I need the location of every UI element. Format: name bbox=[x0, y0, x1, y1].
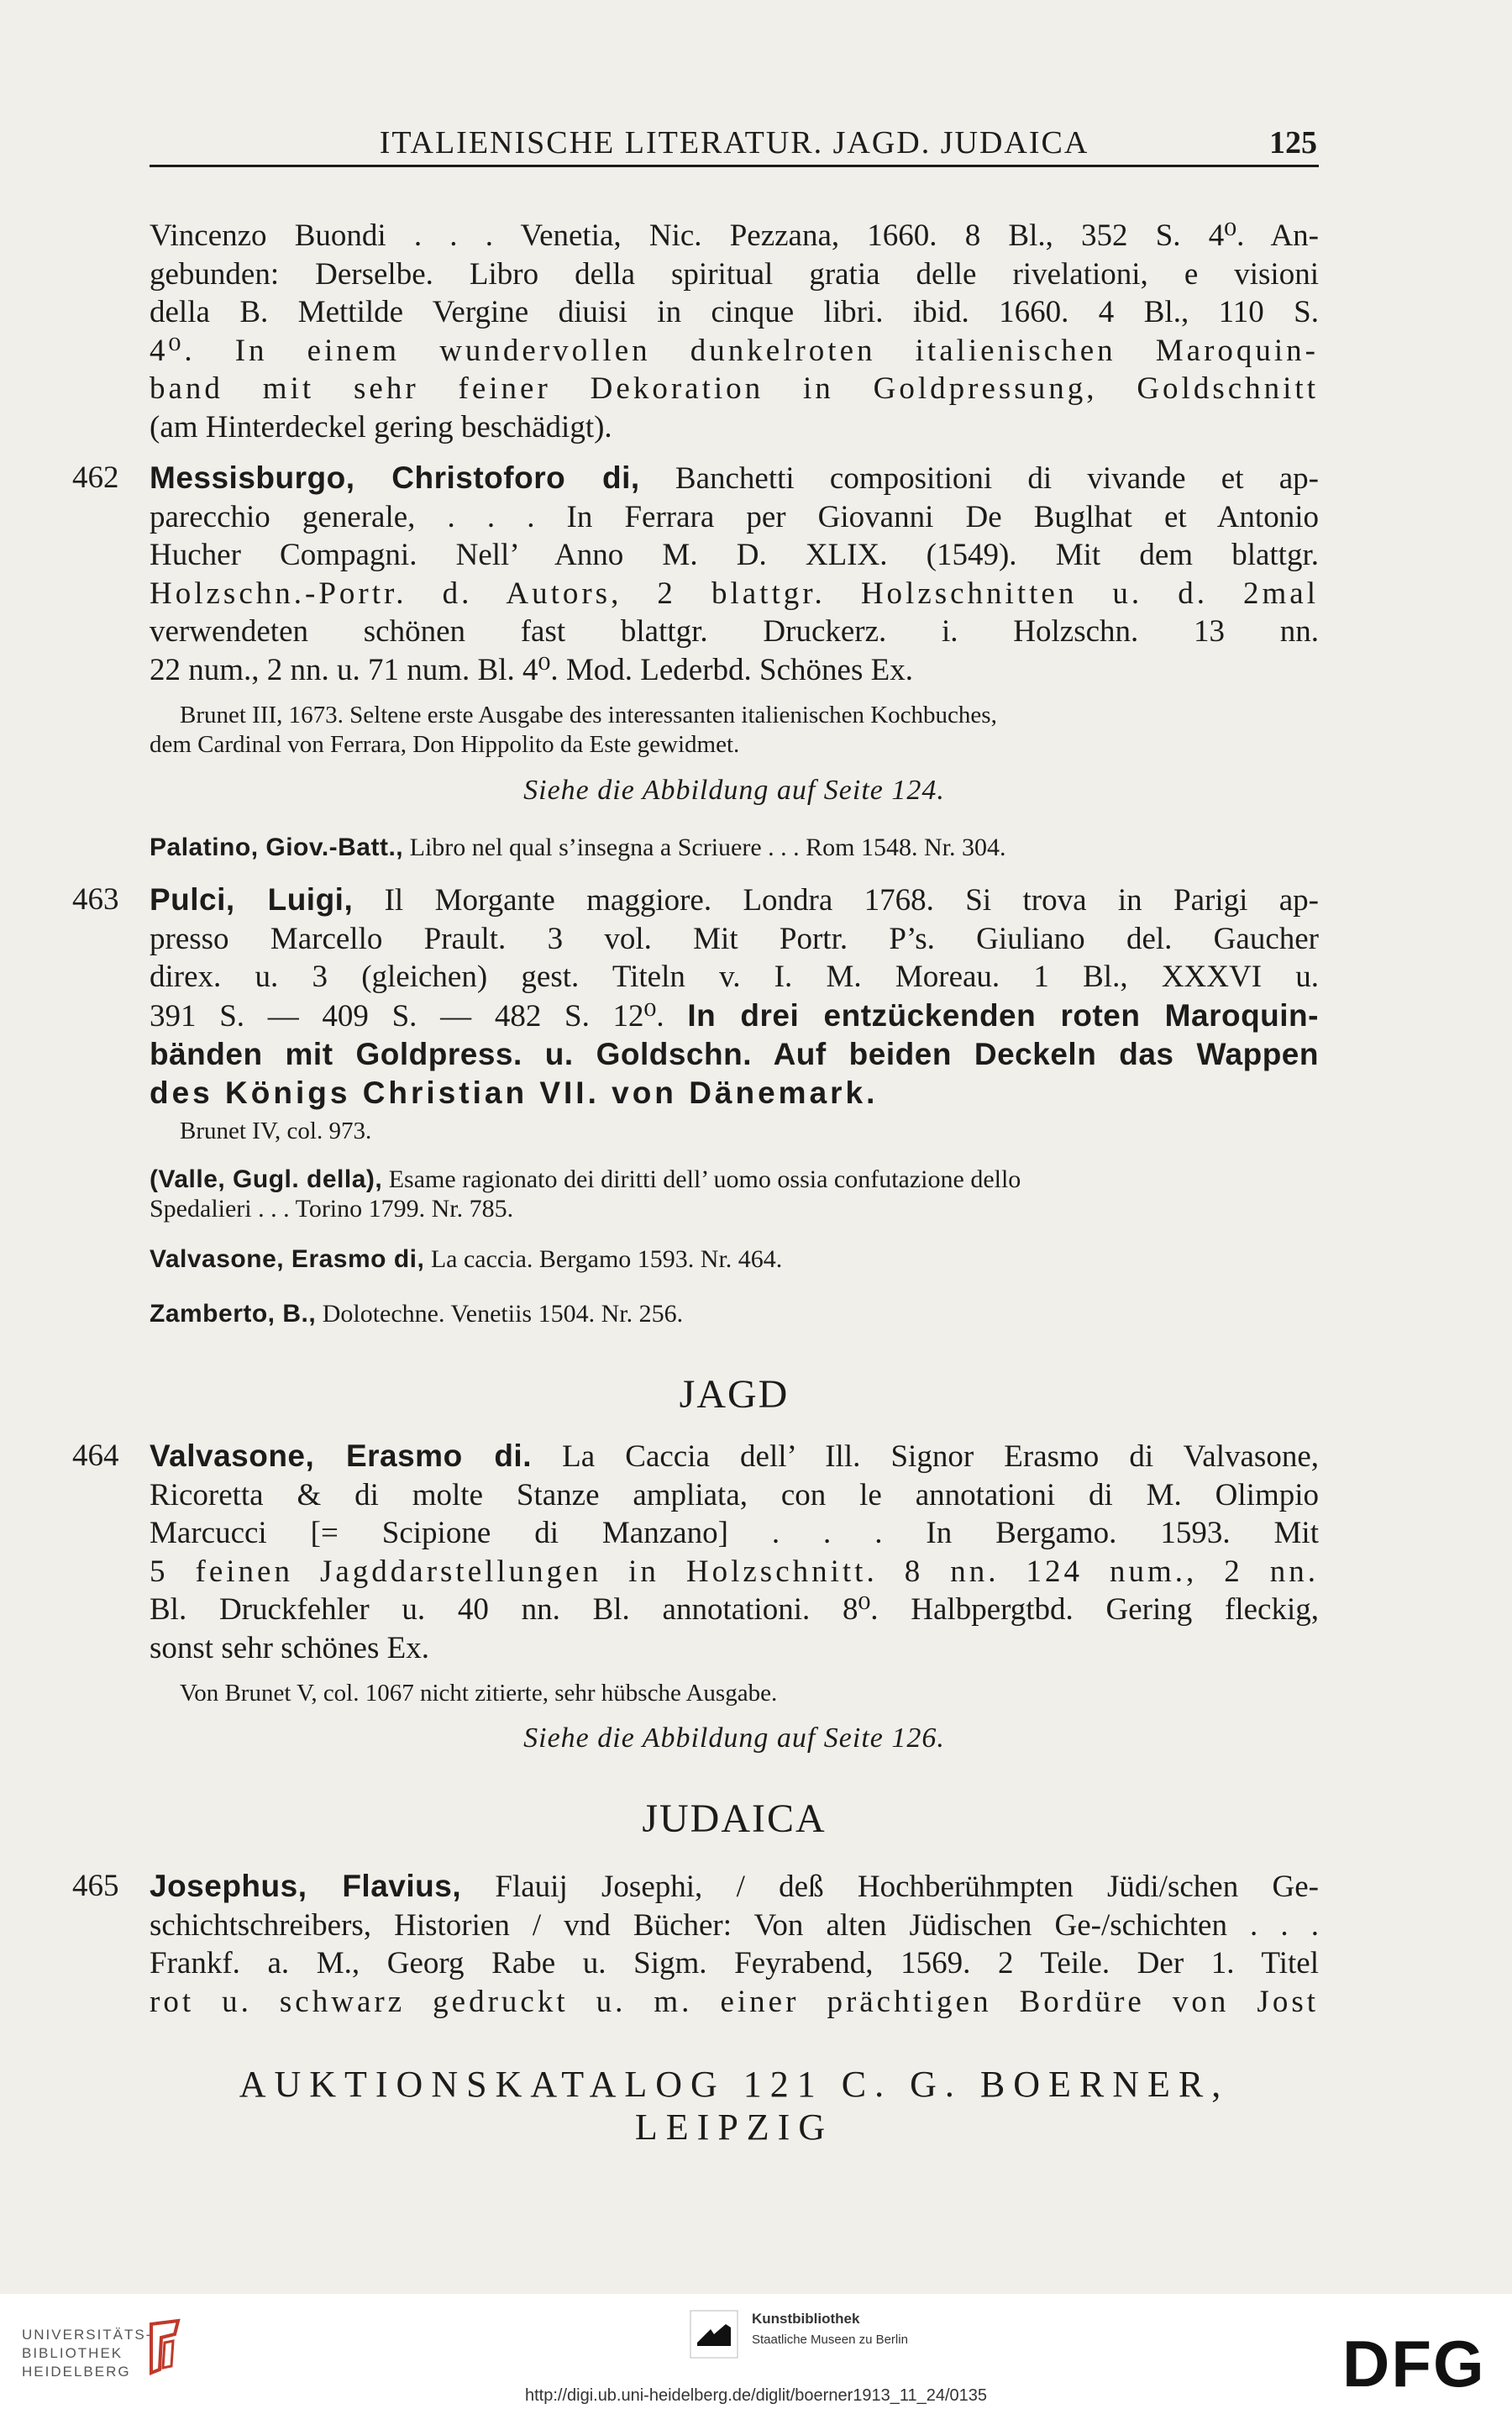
cross-reference-author: Valvasone, Erasmo di, bbox=[150, 1245, 425, 1273]
lot-entry-462 bbox=[72, 459, 1319, 760]
kunstbibliothek-name: Kunstbibliothek bbox=[752, 2311, 860, 2327]
text-line: 4⁰. In einem wundervollen dunkelroten italienischen Maroquin- bbox=[150, 333, 1319, 368]
cross-reference-author: (Valle, Gugl. della), bbox=[150, 1165, 383, 1193]
kunstbibliothek-label bbox=[752, 2311, 908, 2347]
entry-title: Flauij Josephi, / deß Hochberühmpten Jüdi/schen Ge- bbox=[495, 1870, 1319, 1904]
cross-reference bbox=[150, 1165, 1319, 1223]
text-line: Bl. Druckfehler u. 40 nn. Bl. annotationi. 8⁰. Halbpergtbd. Gering fleckig, bbox=[150, 1592, 1319, 1627]
lot-entry-464 bbox=[72, 1437, 1319, 1708]
entry-author: Messisburgo, Christoforo di, bbox=[150, 460, 640, 495]
text-line bbox=[150, 1437, 1319, 1476]
lot-number: 465 bbox=[72, 1869, 119, 1903]
permalink-url[interactable]: http://digi.ub.uni-heidelberg.de/diglit/boerner1913_11_24/0135 bbox=[524, 2386, 988, 2405]
entry-title: Il Morgante maggiore. Londra 1768. Si trova in Parigi ap- bbox=[384, 883, 1320, 918]
text-line: rot u. schwarz gedruckt u. m. einer prächtigen Bordüre von Jost bbox=[150, 1984, 1319, 2019]
entry-author: Josephus, Flavius, bbox=[150, 1869, 462, 1903]
running-header bbox=[150, 124, 1319, 167]
see-illustration-note: Siehe die Abbildung auf Seite 126. bbox=[523, 1723, 945, 1754]
lot-number: 462 bbox=[72, 460, 119, 495]
kunstbibliothek-logo-icon bbox=[689, 2309, 739, 2364]
lot-number: 464 bbox=[72, 1439, 119, 1473]
text-line: sonst sehr schönes Ex. bbox=[150, 1630, 429, 1665]
cross-reference-line: Spedalieri . . . Torino 1799. Nr. 785. bbox=[150, 1195, 514, 1223]
cross-reference-author: Palatino, Giov.-Batt., bbox=[150, 834, 404, 861]
text-line: 22 num., 2 nn. u. 71 num. Bl. 4⁰. Mod. Lederbd. Schönes Ex. bbox=[150, 652, 913, 687]
text-line: presso Marcello Prault. 3 vol. Mit Portr. P’s. Giuliano del. Gaucher bbox=[150, 921, 1319, 956]
text-line: 5 feinen Jagddarstellungen in Holzschnitt. 8 nn. 124 num., 2 nn. bbox=[150, 1554, 1319, 1589]
cross-reference-text: La caccia. Bergamo 1593. Nr. 464. bbox=[430, 1245, 783, 1273]
dfg-logo: DFG bbox=[1342, 2327, 1486, 2401]
university-library-label bbox=[22, 2326, 152, 2381]
cross-reference bbox=[150, 834, 1006, 862]
kunstbibliothek-subtitle: Staatliche Museen zu Berlin bbox=[752, 2333, 908, 2347]
cross-reference-text: Libro nel qual s’insegna a Scriuere . . . Rom 1548. Nr. 304. bbox=[409, 834, 1006, 861]
cross-reference bbox=[150, 1300, 683, 1328]
text-line: della B. Mettilde Vergine diuisi in cinque libri. ibid. 1660. 4 Bl., 110 S. bbox=[150, 295, 1319, 329]
see-illustration-note: Siehe die Abbildung auf Seite 124. bbox=[523, 775, 945, 806]
text-line: verwendeten schönen fast blattgr. Druckerz. i. Holzschn. 13 nn. bbox=[150, 614, 1319, 649]
cross-reference bbox=[150, 1245, 782, 1274]
text-line: Vincenzo Buondi . . . Venetia, Nic. Pezzana, 1660. 8 Bl., 352 S. 4⁰. An- bbox=[150, 218, 1319, 253]
entry-author: Valvasone, Erasmo di. bbox=[150, 1439, 532, 1473]
text-line: gebunden: Derselbe. Libro della spiritual gratia delle rivelationi, e visioni bbox=[150, 256, 1319, 292]
continuation-entry bbox=[150, 217, 1319, 446]
section-heading-jagd: JAGD bbox=[679, 1372, 790, 1417]
entry-author: Pulci, Luigi, bbox=[150, 882, 354, 917]
text-line: Hucher Compagni. Nell’ Anno M. D. XLIX. (1549). Mit dem blattgr. bbox=[150, 538, 1319, 572]
text-line: direx. u. 3 (gleichen) gest. Titeln v. I. M. Moreau. 1 Bl., XXXVI u. bbox=[150, 960, 1319, 994]
cross-reference-line bbox=[150, 1165, 1319, 1194]
text-line: des Königs Christian VII. von Dänemark. bbox=[150, 1075, 879, 1110]
cross-reference-text: Dolotechne. Venetiis 1504. Nr. 256. bbox=[322, 1300, 684, 1328]
lot-entry-463 bbox=[72, 881, 1320, 1146]
text-line bbox=[150, 459, 1319, 498]
page-number: 125 bbox=[1269, 125, 1317, 160]
bibliographic-note: dem Cardinal von Ferrara, Don Hippolito da Este gewidmet. bbox=[150, 731, 740, 758]
lot-entry-465 bbox=[72, 1867, 1319, 2021]
bibliographic-note: Von Brunet V, col. 1067 nicht zitierte, sehr hübsche Ausgabe. bbox=[180, 1680, 778, 1707]
text-line: band mit sehr feiner Dekoration in Goldpressung, Goldschnitt bbox=[150, 371, 1319, 406]
text-line: Holzschn.-Portr. d. Autors, 2 blattgr. Holzschnitten u. d. 2mal bbox=[150, 576, 1319, 611]
text-span: 391 S. — 409 S. — 482 S. 12⁰. bbox=[150, 998, 664, 1034]
university-line: BIBLIOTHEK bbox=[22, 2345, 123, 2361]
text-line: Ricoretta & di molte Stanze ampliata, con le annotationi di M. Olimpio bbox=[150, 1477, 1319, 1512]
bibliographic-note: Brunet III, 1673. Seltene erste Ausgabe des interessanten italienischen Kochbuches, bbox=[180, 702, 997, 728]
text-line: (am Hinterdeckel gering beschädigt). bbox=[150, 409, 612, 444]
university-logo-icon bbox=[144, 2317, 186, 2380]
highlight-text: In drei entzückenden roten Maroquin- bbox=[687, 997, 1319, 1033]
lot-number: 463 bbox=[72, 882, 119, 917]
section-heading-judaica: JUDAICA bbox=[642, 1796, 827, 1841]
entry-title: Banchetti compositioni di vivande et ap- bbox=[675, 461, 1319, 496]
text-line: schichtschreibers, Historien / vnd Bücher: Von alten Jüdischen Ge-/schichten . . . bbox=[150, 1907, 1319, 1943]
text-line: Frankf. a. M., Georg Rabe u. Sigm. Feyrabend, 1569. 2 Teile. Der 1. Titel bbox=[150, 1946, 1319, 1980]
text-line: Marcucci [= Scipione di Manzano] . . . In Bergamo. 1593. Mit bbox=[150, 1516, 1319, 1550]
entry-title: La Caccia dell’ Ill. Signor Erasmo di Valvasone, bbox=[562, 1439, 1319, 1474]
catalog-footer: AUKTIONSKATALOG 121 C. G. BOERNER, LEIPZIG bbox=[239, 2064, 1230, 2148]
text-line bbox=[150, 997, 1319, 1036]
text-line: parecchio generale, . . . In Ferrara per Giovanni De Buglhat et Antonio bbox=[150, 499, 1319, 534]
cross-reference-author: Zamberto, B., bbox=[150, 1300, 317, 1328]
text-line: bänden mit Goldpress. u. Goldschn. Auf beiden Deckeln das Wappen bbox=[150, 1037, 1319, 1071]
cross-reference-text: Esame ragionato dei diritti dell’ uomo ossia confutazione dello bbox=[388, 1165, 1021, 1193]
bibliographic-note: Brunet IV, col. 973. bbox=[180, 1118, 372, 1144]
university-line: HEIDELBERG bbox=[22, 2364, 131, 2380]
text-line bbox=[150, 1867, 1319, 1907]
university-line: UNIVERSITÄTS- bbox=[22, 2327, 153, 2343]
running-title: ITALIENISCHE LITERATUR. JAGD. JUDAICA bbox=[379, 125, 1089, 160]
text-line bbox=[150, 881, 1319, 920]
